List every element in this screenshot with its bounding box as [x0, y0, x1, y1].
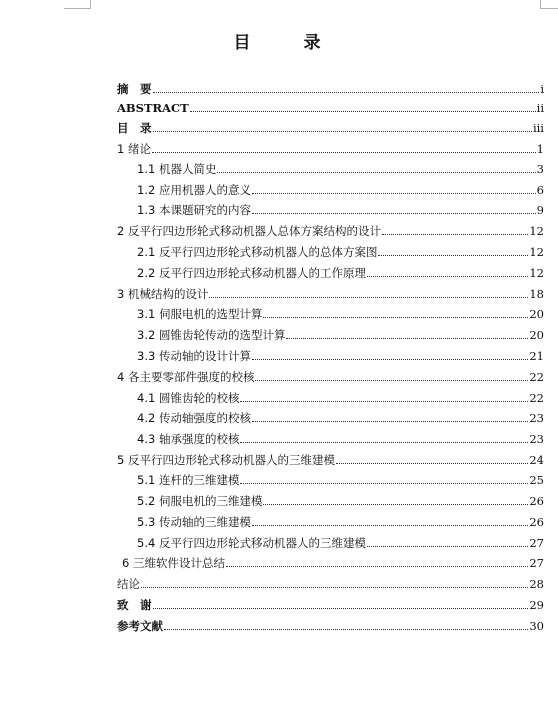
toc-entry-label: 2.2 反平行四边形轮式移动机器人的工作原理: [137, 266, 366, 280]
toc-entry-page-number: 12: [529, 224, 544, 238]
toc-leader-dots: [164, 629, 528, 630]
toc-entry-label: 3 机械结构的设计: [117, 287, 209, 301]
toc-entry-page-number: 22: [529, 370, 544, 384]
toc-entry[interactable]: [137, 345, 544, 363]
toc-entry-page-number: 18: [529, 287, 544, 301]
toc-leader-dots: [190, 111, 536, 112]
toc-entry[interactable]: [137, 511, 544, 529]
toc-entry-label: 摘 要: [117, 82, 152, 96]
toc-entry-label: 1.3 本课题研究的内容: [137, 203, 251, 217]
toc-entry-label: 参考文献: [117, 619, 163, 633]
toc-entry-page-number: 20: [529, 307, 544, 321]
toc-leader-dots: [217, 172, 535, 173]
toc-leader-dots: [252, 359, 528, 360]
toc-entry-page-number: 26: [529, 515, 544, 529]
toc-entry[interactable]: [117, 573, 544, 591]
toc-leader-dots: [367, 276, 528, 277]
toc-entry-label: 5.3 传动轴的三维建模: [137, 515, 251, 529]
toc-entry-label: 5 反平行四边形轮式移动机器人的三维建模: [117, 453, 335, 467]
toc-entry[interactable]: [117, 366, 544, 384]
toc-entry-page-number: 20: [529, 328, 544, 342]
toc-entry-page-number: 23: [529, 432, 544, 446]
toc-entry-label: 4.2 传动轴强度的校核: [137, 411, 251, 425]
toc-entry-label: 1 绪论: [117, 142, 151, 156]
toc-entry[interactable]: [137, 407, 544, 425]
toc-leader-dots: [252, 213, 536, 214]
toc-leader-dots: [382, 234, 528, 235]
toc-leader-dots: [153, 131, 532, 132]
toc-entry[interactable]: [137, 324, 544, 342]
toc-leader-dots: [263, 317, 528, 318]
toc-entry[interactable]: [117, 449, 544, 467]
toc-leader-dots: [252, 421, 528, 422]
toc-entry-label: 3.1 伺服电机的选型计算: [137, 307, 263, 321]
toc-entry[interactable]: [117, 117, 544, 135]
toc-entry[interactable]: [117, 78, 544, 96]
toc-leader-dots: [240, 483, 528, 484]
toc-entry-page-number: ii: [536, 101, 544, 115]
toc-entry[interactable]: [137, 158, 544, 176]
toc-entry-label: 2.1 反平行四边形轮式移动机器人的总体方案图: [137, 245, 378, 259]
toc-entry-page-number: 28: [529, 577, 544, 591]
toc-entry-page-number: 9: [536, 203, 544, 217]
toc-entry[interactable]: [122, 552, 544, 570]
toc-entry-label: 1.2 应用机器人的意义: [137, 183, 251, 197]
toc-leader-dots: [378, 255, 528, 256]
toc-entry-label: 2 反平行四边形轮式移动机器人总体方案结构的设计: [117, 224, 381, 238]
toc-leader-dots: [367, 546, 528, 547]
toc-entry-page-number: 1: [536, 142, 544, 156]
toc-entry-page-number: 22: [529, 391, 544, 405]
toc-entry[interactable]: [117, 220, 544, 238]
toc-leader-dots: [209, 297, 528, 298]
toc-entry[interactable]: [137, 199, 544, 217]
toc-leader-dots: [240, 401, 528, 402]
toc-entry[interactable]: [117, 594, 544, 612]
toc-entry[interactable]: [137, 469, 544, 487]
page-title: 目 录: [233, 33, 339, 53]
toc-entry-label: 6 三维软件设计总结: [122, 556, 225, 570]
toc-leader-dots: [286, 338, 528, 339]
toc-leader-dots: [255, 380, 528, 381]
toc-entry-page-number: 30: [529, 619, 544, 633]
toc-entry[interactable]: [117, 283, 544, 301]
toc-leader-dots: [152, 152, 536, 153]
toc-leader-dots: [252, 193, 536, 194]
toc-entry-page-number: 24: [529, 453, 544, 467]
toc-entry[interactable]: [137, 179, 544, 197]
toc-entry-label: 目 录: [117, 121, 152, 135]
toc-leader-dots: [153, 608, 529, 609]
toc-entry[interactable]: [117, 97, 544, 115]
toc-entry[interactable]: [137, 428, 544, 446]
toc-leader-dots: [252, 525, 528, 526]
toc-entry-page-number: 3: [536, 162, 544, 176]
page-corner-mark-top-left: [64, 0, 91, 9]
toc-entry-label: 5.2 伺服电机的三维建模: [137, 494, 263, 508]
toc-entry-page-number: i: [540, 82, 544, 96]
toc-entry-page-number: 21: [529, 349, 544, 363]
toc-entry-label: 结论: [117, 577, 140, 591]
toc-entry-label: 3.3 传动轴的设计计算: [137, 349, 251, 363]
toc-entry-page-number: 25: [529, 473, 544, 487]
toc-leader-dots: [240, 442, 528, 443]
toc-entry-label: 5.4 反平行四边形轮式移动机器人的三维建模: [137, 536, 366, 550]
toc-entry[interactable]: [137, 387, 544, 405]
toc-entry-page-number: 12: [529, 245, 544, 259]
toc-leader-dots: [226, 566, 528, 567]
toc-entry-label: 5.1 连杆的三维建模: [137, 473, 240, 487]
toc-entry[interactable]: [137, 262, 544, 280]
toc-leader-dots: [141, 587, 528, 588]
toc-entry-page-number: 27: [529, 536, 544, 550]
toc-entry-page-number: 6: [536, 183, 544, 197]
toc-entry[interactable]: [117, 138, 544, 156]
toc-entry-label: 1.1 机器人简史: [137, 162, 217, 176]
toc-entry[interactable]: [137, 532, 544, 550]
toc-entry-label: 4 各主要零部件强度的校核: [117, 370, 255, 384]
toc-entry-page-number: 23: [529, 411, 544, 425]
toc-entry-page-number: 29: [529, 598, 544, 612]
toc-leader-dots: [263, 504, 528, 505]
toc-entry[interactable]: [137, 241, 544, 259]
toc-entry-label: 致 谢: [117, 598, 152, 612]
toc-entry-page-number: iii: [532, 121, 544, 135]
toc-entry-label: 3.2 圆锥齿轮传动的选型计算: [137, 328, 286, 342]
toc-entry-label: ABSTRACT: [117, 101, 189, 115]
toc-leader-dots: [153, 92, 540, 93]
toc-entry-label: 4.1 圆锥齿轮的校核: [137, 391, 240, 405]
toc-entry-page-number: 27: [529, 556, 544, 570]
toc-entry[interactable]: [137, 490, 544, 508]
toc-entry-page-number: 12: [529, 266, 544, 280]
toc-leader-dots: [336, 463, 528, 464]
toc-entry[interactable]: [137, 303, 544, 321]
toc-entry-page-number: 26: [529, 494, 544, 508]
toc-entry-label: 4.3 轴承强度的校核: [137, 432, 240, 446]
page-corner-mark-top-right: [540, 0, 558, 9]
toc-entry[interactable]: [117, 615, 544, 633]
